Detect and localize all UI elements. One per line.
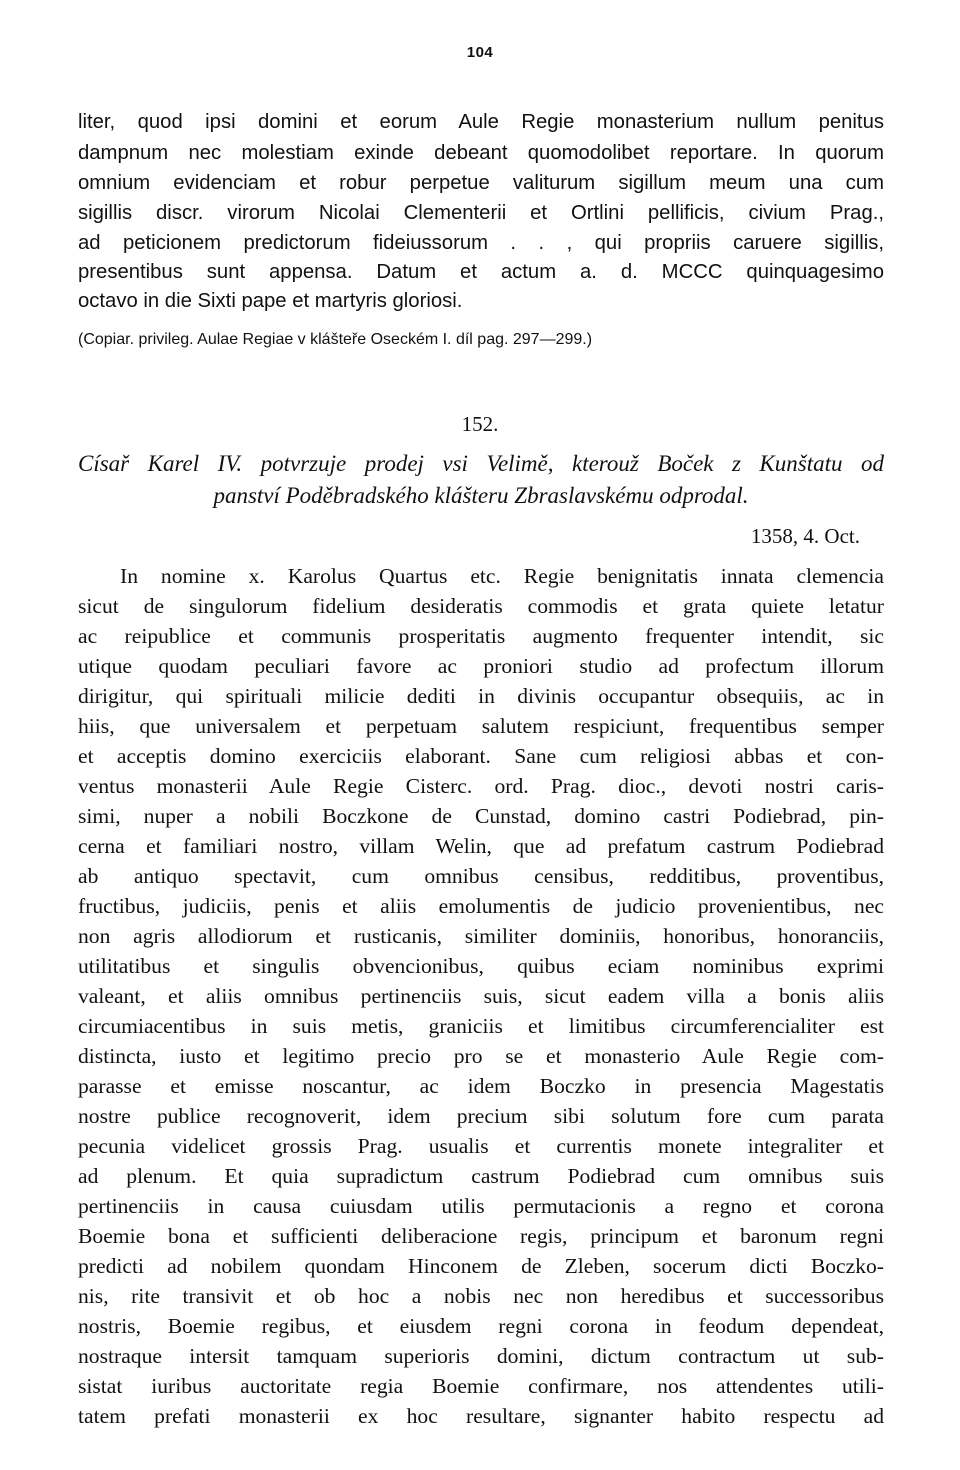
text-line: Boemie bona et sufficienti deliberacione regis, principum et baronum regni	[78, 1224, 884, 1248]
text-line: tatem prefati monasterii ex hoc resultare, signanter habito respectu ad	[78, 1404, 884, 1428]
text-line: circumiacentibus in suis metis, graniciis et limitibus circumferencialiter est	[78, 1014, 884, 1038]
text-line: simi, nuper a nobili Boczkone de Cunstad, domino castri Podiebrad, pin-	[78, 804, 884, 828]
text-line: sistat iuribus auctoritate regia Boemie confirmare, nos attendentes utili-	[78, 1374, 884, 1398]
text-line: pecunia videlicet grossis Prag. usualis et currentis monete integraliter et	[78, 1134, 884, 1158]
text-line: dirigitur, qui spirituali milicie dediti in divinis occupantur obsequiis, ac in	[78, 684, 884, 708]
text-line: octavo in die Sixti pape et martyris gloriosi.	[78, 290, 463, 312]
text-line: predicti ad nobilem quondam Hinconem de Zleben, socerum dicti Boczko-	[78, 1254, 884, 1278]
text-line: presentibus sunt appensa. Datum et actum a. d. MCCC quinquagesimo	[78, 261, 884, 283]
text-line: omnium evidenciam et robur perpetue valiturum sigillum meum una cum	[78, 172, 884, 194]
text-line: hiis, que universalem et perpetuam salutem respiciunt, frequentibus semper	[78, 714, 884, 738]
text-line: valeant, et aliis omnibus pertinenciis suis, sicut eadem villa a bonis aliis	[78, 984, 884, 1008]
page-number: 104	[466, 44, 494, 61]
text-line: In nomine x. Karolus Quartus etc. Regie benignitatis innata clemencia	[120, 564, 884, 588]
text-line: sicut de singulorum fidelium desideratis commodis et grata quiete letatur	[78, 594, 884, 618]
document-title-line: Císař Karel IV. potvrzuje prodej vsi Velimě, kterouž Boček z Kunštatu od	[78, 451, 884, 476]
text-line: fructibus, judiciis, penis et aliis emolumentis de judicio provenientibus, nec	[78, 894, 884, 918]
text-line: ab antiquo spectavit, cum omnibus censibus, redditibus, proventibus,	[78, 864, 884, 888]
text-line: distincta, iusto et legitimo precio pro se et monasterio Aule Regie com-	[78, 1044, 884, 1068]
document-title-line: panství Poděbradského klášteru Zbraslavskému odprodal.	[213, 483, 749, 508]
text-line: ad peticionem predictorum fideiussorum . . , qui propriis caruere sigillis,	[78, 232, 884, 254]
text-line: utique quodam peculiari favore ac proniori studio ad profectum illorum	[78, 654, 884, 678]
text-line: liter, quod ipsi domini et eorum Aule Regie monasterium nullum penitus	[78, 111, 884, 133]
text-line: dampnum nec molestiam exinde debeant quomodolibet reportare. In quorum	[78, 142, 884, 164]
document-date: 1358, 4. Oct.	[750, 524, 860, 548]
text-line: et acceptis domino exerciciis elaborant. Sane cum religiosi abbas et con-	[78, 744, 884, 768]
text-line: pertinenciis in causa cuiusdam utilis permutacionis a regno et corona	[78, 1194, 884, 1218]
source-citation: (Copiar. privileg. Aulae Regiae v klášteře Oseckém I. díl pag. 297—299.)	[78, 331, 593, 348]
text-line: sigillis discr. virorum Nicolai Clementerii et Ortlini pellificis, civium Prag.,	[78, 202, 884, 224]
text-line: ventus monasterii Aule Regie Cisterc. ord. Prag. dioc., devoti nostri caris-	[78, 774, 884, 798]
text-line: utilitatibus et singulis obvencionibus, quibus eciam nominibus exprimi	[78, 954, 884, 978]
text-line: nis, rite transivit et ob hoc a nobis nec non heredibus et successoribus	[78, 1284, 884, 1308]
text-line: ac reipublice et communis prosperitatis augmento frequenter intendit, sic	[78, 624, 884, 648]
text-line: nostraque intersit tamquam superioris domini, dictum contractum ut sub-	[78, 1344, 884, 1368]
text-line: nostris, Boemie regibus, et eiusdem regni corona in feodum dependeat,	[78, 1314, 884, 1338]
text-line: non agris allodiorum et rusticanis, similiter dominiis, honoribus, honoranciis,	[78, 924, 884, 948]
document-number: 152.	[461, 412, 499, 436]
text-line: cerna et familiari nostro, villam Welin, que ad prefatum castrum Podiebrad	[78, 834, 884, 858]
text-line: parasse et emisse noscantur, ac idem Boczko in presencia Magestatis	[78, 1074, 884, 1098]
text-line: ad plenum. Et quia supradictum castrum Podiebrad cum omnibus suis	[78, 1164, 884, 1188]
text-line: nostre publice recognoverit, idem precium sibi solutum fore cum parata	[78, 1104, 884, 1128]
